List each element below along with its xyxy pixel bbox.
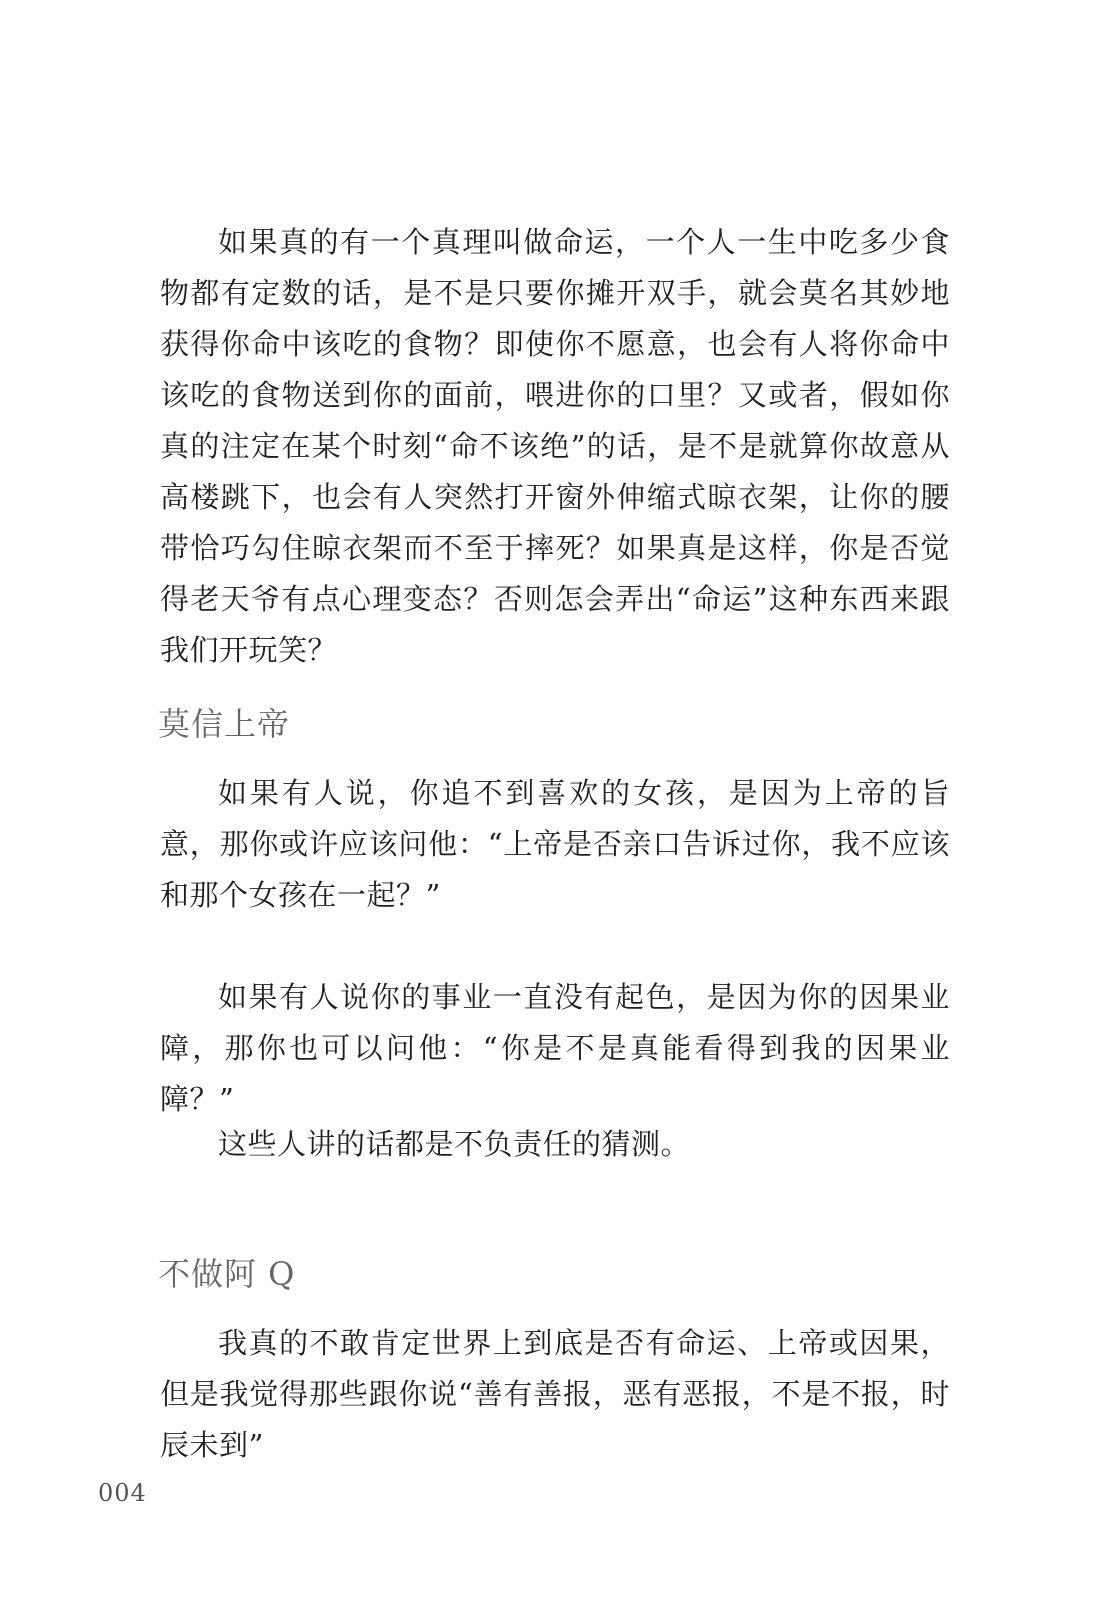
section1-paragraph-3: 这些人讲的话都是不负责任的猜测。 — [218, 1127, 691, 1161]
section1-paragraph-2: 如果有人说你的事业一直没有起色，是因为你的因果业障，那你也可以问他：“你是不是真能看得到我的因果业障？” — [160, 980, 950, 1116]
section2-paragraph-1: 我真的不敢肯定世界上到底是否有命运、上帝或因果，但是我觉得那些跟你说“善有善报，恶有恶报，不是不报，时辰未到” — [160, 1326, 950, 1462]
section1-paragraph-1: 如果有人说，你追不到喜欢的女孩，是因为上帝的旨意，那你或许应该问他：“上帝是否亲口告诉过你，我不应该和那个女孩在一起？” — [160, 776, 950, 912]
intro-paragraph: 如果真的有一个真理叫做命运，一个人一生中吃多少食物都有定数的话，是不是只要你摊开双手，就会莫名其妙地获得你命中该吃的食物？即使你不愿意，也会有人将你命中该吃的食物送到你的面前，喂进你的口里？又或者，假如你真的注定在某个时刻“命不该绝”的话，是不是就算你故意从高楼跳下，也会有人突然打开窗外伸缩式晾衣架，让你的腰带恰巧勾住晾衣架而不至于摔死？如果真是这样，你是否觉得老天爷有点心理变态？否则怎会弄出“命运”这种东西来跟我们开玩笑？ — [160, 225, 950, 667]
page-number: 004 — [98, 1479, 147, 1507]
section-heading-1: 莫信上帝 — [158, 705, 291, 743]
section-heading-2: 不做阿 Q — [158, 1255, 296, 1293]
